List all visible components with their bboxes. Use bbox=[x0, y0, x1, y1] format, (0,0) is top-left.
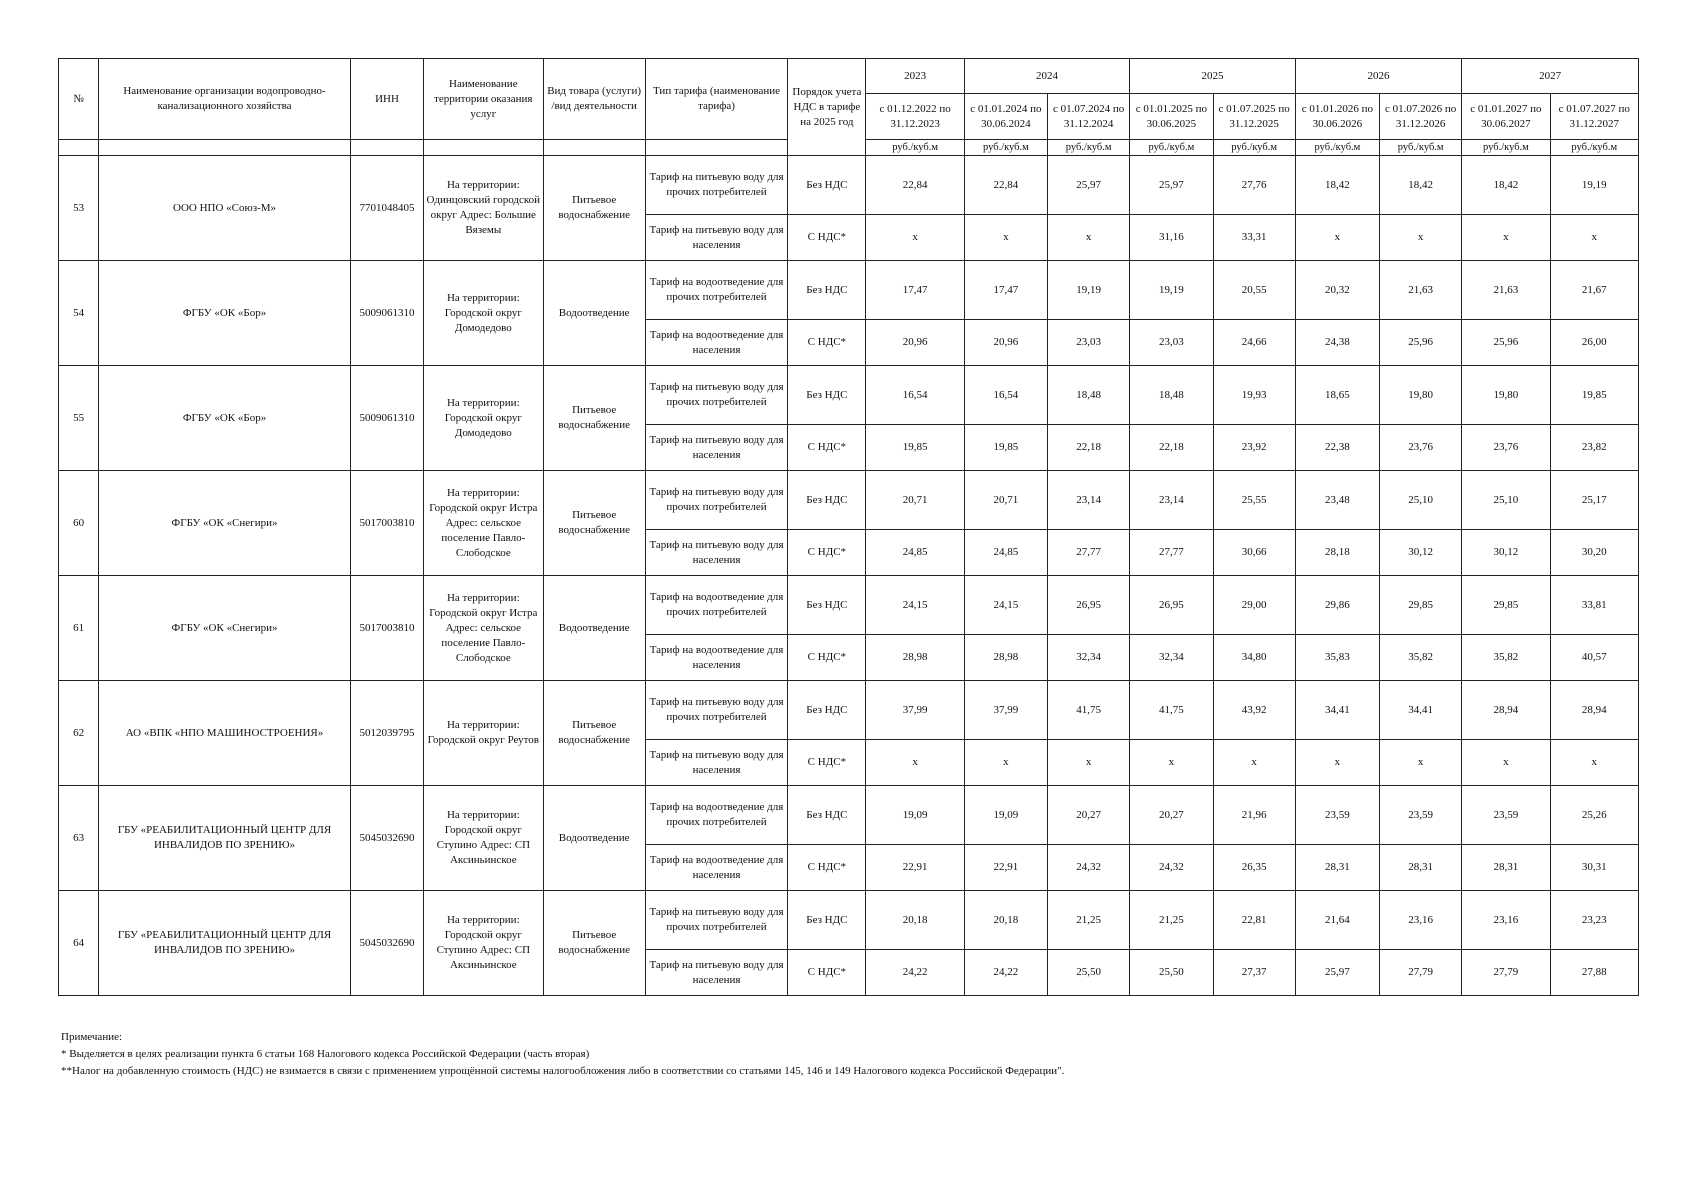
vat-order: С НДС* bbox=[788, 215, 866, 261]
vat-order: С НДС* bbox=[788, 845, 866, 891]
tariff-type: Тариф на водоотведение для прочих потребителей bbox=[645, 261, 787, 320]
row-number: 53 bbox=[59, 156, 99, 261]
row-number: 55 bbox=[59, 366, 99, 471]
tariff-value: х bbox=[866, 740, 964, 786]
tariff-value: 26,95 bbox=[1130, 576, 1213, 635]
tariff-value: 25,55 bbox=[1213, 471, 1295, 530]
tariff-value: 30,12 bbox=[1462, 530, 1550, 576]
year-header: 2026 bbox=[1295, 59, 1462, 94]
tariff-value: 27,88 bbox=[1550, 950, 1638, 996]
table-row bbox=[59, 681, 1639, 740]
territory: На территории: Городской округ Домодедово bbox=[424, 261, 543, 366]
territory: На территории: Городской округ Реутов bbox=[424, 681, 543, 786]
tariff-value: 21,63 bbox=[1380, 261, 1462, 320]
period-header: с 01.01.2025 по 30.06.2025 bbox=[1130, 94, 1213, 140]
tariff-value: 24,15 bbox=[964, 576, 1047, 635]
tariff-value: 21,25 bbox=[1130, 891, 1213, 950]
tariff-value: 20,27 bbox=[1130, 786, 1213, 845]
col-header-service-type: Вид товара (услуги) /вид деятельности bbox=[543, 59, 645, 140]
tariff-value: 23,03 bbox=[1048, 320, 1130, 366]
note-vat-exempt: **Налог на добавленную стоимость (НДС) не взимается в связи с применением упрощённой системы налогообложения либо в соответствии со статьями 145, 146 и 149 Налогового кодекса Российской Федерации". bbox=[61, 1065, 1065, 1077]
vat-order: Без НДС bbox=[788, 156, 866, 215]
inn-value: 5017003810 bbox=[350, 471, 423, 576]
tariff-value: 28,98 bbox=[866, 635, 964, 681]
vat-order: С НДС* bbox=[788, 320, 866, 366]
vat-order: Без НДС bbox=[788, 261, 866, 320]
tariff-value: 21,25 bbox=[1048, 891, 1130, 950]
tariff-value: 23,03 bbox=[1130, 320, 1213, 366]
tariff-value: 27,77 bbox=[1048, 530, 1130, 576]
tariff-value: 28,31 bbox=[1380, 845, 1462, 891]
unit-header: руб./куб.м bbox=[1295, 140, 1379, 156]
tariff-value: 25,96 bbox=[1380, 320, 1462, 366]
row-number: 64 bbox=[59, 891, 99, 996]
service-type: Водоотведение bbox=[543, 786, 645, 891]
tariff-value: 19,19 bbox=[1130, 261, 1213, 320]
tariff-value: 21,63 bbox=[1462, 261, 1550, 320]
tariff-value: 28,18 bbox=[1295, 530, 1379, 576]
tariff-value: 20,18 bbox=[964, 891, 1047, 950]
period-header: с 01.07.2025 по 31.12.2025 bbox=[1213, 94, 1295, 140]
tariff-value: 27,79 bbox=[1462, 950, 1550, 996]
tariff-value: 20,27 bbox=[1048, 786, 1130, 845]
table-row bbox=[59, 261, 1639, 320]
tariff-value: 29,86 bbox=[1295, 576, 1379, 635]
unit-header: руб./куб.м bbox=[1130, 140, 1213, 156]
tariff-value: х bbox=[1380, 740, 1462, 786]
tariff-value: 22,91 bbox=[866, 845, 964, 891]
period-header: с 01.07.2024 по 31.12.2024 bbox=[1048, 94, 1130, 140]
inn-value: 5012039795 bbox=[350, 681, 423, 786]
inn-value: 5009061310 bbox=[350, 261, 423, 366]
tariff-value: х bbox=[1213, 740, 1295, 786]
unit-header: руб./куб.м bbox=[1048, 140, 1130, 156]
territory: На территории: Городской округ Ступино Адрес: СП Аксиньинское bbox=[424, 891, 543, 996]
tariff-type: Тариф на водоотведение для населения bbox=[645, 845, 787, 891]
tariff-value: 30,12 bbox=[1380, 530, 1462, 576]
tariff-type: Тариф на водоотведение для прочих потребителей bbox=[645, 786, 787, 845]
vat-order: С НДС* bbox=[788, 425, 866, 471]
tariff-value: 19,93 bbox=[1213, 366, 1295, 425]
org-name: АО «ВПК «НПО МАШИНОСТРОЕНИЯ» bbox=[99, 681, 351, 786]
tariff-value: 32,34 bbox=[1048, 635, 1130, 681]
tariff-value: х bbox=[1130, 740, 1213, 786]
period-header: с 01.01.2027 по 30.06.2027 bbox=[1462, 94, 1550, 140]
service-type: Питьевое водоснабжение bbox=[543, 156, 645, 261]
tariff-value: 25,10 bbox=[1380, 471, 1462, 530]
tariff-type: Тариф на питьевую воду для населения bbox=[645, 740, 787, 786]
inn-value: 5045032690 bbox=[350, 786, 423, 891]
tariff-value: х bbox=[964, 215, 1047, 261]
territory: На территории: Городской округ Ступино Адрес: СП Аксиньинское bbox=[424, 786, 543, 891]
tariff-value: х bbox=[866, 215, 964, 261]
tariff-value: 19,19 bbox=[1048, 261, 1130, 320]
row-number: 62 bbox=[59, 681, 99, 786]
tariff-value: 25,50 bbox=[1130, 950, 1213, 996]
tariff-value: 37,99 bbox=[964, 681, 1047, 740]
tariff-value: 25,97 bbox=[1130, 156, 1213, 215]
service-type: Питьевое водоснабжение bbox=[543, 891, 645, 996]
tariff-value: 18,48 bbox=[1048, 366, 1130, 425]
tariff-value: 20,96 bbox=[964, 320, 1047, 366]
tariff-value: 18,42 bbox=[1295, 156, 1379, 215]
vat-order: С НДС* bbox=[788, 635, 866, 681]
tariff-value: 18,42 bbox=[1462, 156, 1550, 215]
table-row bbox=[59, 786, 1639, 845]
table-row bbox=[59, 891, 1639, 950]
org-name: ООО НПО «Союз-М» bbox=[99, 156, 351, 261]
org-name: ФГБУ «ОК «Снегири» bbox=[99, 576, 351, 681]
vat-order: Без НДС bbox=[788, 471, 866, 530]
tariff-type: Тариф на водоотведение для населения bbox=[645, 320, 787, 366]
tariff-value: 19,85 bbox=[866, 425, 964, 471]
tariff-value: 28,98 bbox=[964, 635, 1047, 681]
tariff-value: х bbox=[1048, 215, 1130, 261]
tariff-value: 25,17 bbox=[1550, 471, 1638, 530]
tariff-value: 23,92 bbox=[1213, 425, 1295, 471]
row-number: 60 bbox=[59, 471, 99, 576]
year-header: 2023 bbox=[866, 59, 964, 94]
vat-order: Без НДС bbox=[788, 366, 866, 425]
tariff-type: Тариф на питьевую воду для прочих потребителей bbox=[645, 471, 787, 530]
tariff-value: 22,84 bbox=[964, 156, 1047, 215]
tariff-value: 21,67 bbox=[1550, 261, 1638, 320]
tariff-type: Тариф на питьевую воду для прочих потребителей bbox=[645, 156, 787, 215]
tariff-value: х bbox=[1048, 740, 1130, 786]
vat-order: С НДС* bbox=[788, 530, 866, 576]
tariff-type: Тариф на питьевую воду для населения bbox=[645, 530, 787, 576]
tariff-type: Тариф на водоотведение для населения bbox=[645, 635, 787, 681]
vat-order: Без НДС bbox=[788, 681, 866, 740]
tariff-value: 20,71 bbox=[866, 471, 964, 530]
tariff-value: 24,32 bbox=[1130, 845, 1213, 891]
year-header: 2027 bbox=[1462, 59, 1639, 94]
tariff-value: 24,85 bbox=[964, 530, 1047, 576]
table-row bbox=[59, 156, 1639, 215]
tariff-value: 27,77 bbox=[1130, 530, 1213, 576]
tariff-value: 19,85 bbox=[964, 425, 1047, 471]
tariff-value: 24,15 bbox=[866, 576, 964, 635]
tariff-value: 22,81 bbox=[1213, 891, 1295, 950]
tariff-value: 17,47 bbox=[866, 261, 964, 320]
unit-header: руб./куб.м bbox=[866, 140, 964, 156]
unit-header: руб./куб.м bbox=[1550, 140, 1638, 156]
tariff-value: 22,38 bbox=[1295, 425, 1379, 471]
col-header-org: Наименование организации водопроводно-канализационного хозяйства bbox=[99, 59, 351, 140]
col-header-inn: ИНН bbox=[350, 59, 423, 140]
inn-value: 5017003810 bbox=[350, 576, 423, 681]
blank-header-cell bbox=[350, 140, 423, 156]
vat-order: Без НДС bbox=[788, 891, 866, 950]
tariff-value: 27,76 bbox=[1213, 156, 1295, 215]
tariff-value: 25,97 bbox=[1295, 950, 1379, 996]
tariff-value: 23,16 bbox=[1462, 891, 1550, 950]
tariff-value: 24,32 bbox=[1048, 845, 1130, 891]
tariff-value: 28,94 bbox=[1550, 681, 1638, 740]
tariff-value: 21,64 bbox=[1295, 891, 1379, 950]
service-type: Питьевое водоснабжение bbox=[543, 681, 645, 786]
tariff-value: х bbox=[964, 740, 1047, 786]
tariff-value: 19,09 bbox=[866, 786, 964, 845]
tariff-value: 30,20 bbox=[1550, 530, 1638, 576]
tariff-value: х bbox=[1462, 740, 1550, 786]
tariff-value: 23,59 bbox=[1380, 786, 1462, 845]
tariff-value: х bbox=[1550, 740, 1638, 786]
tariff-value: 30,66 bbox=[1213, 530, 1295, 576]
tariff-value: 40,57 bbox=[1550, 635, 1638, 681]
tariff-value: 30,31 bbox=[1550, 845, 1638, 891]
tariff-value: х bbox=[1295, 740, 1379, 786]
row-number: 61 bbox=[59, 576, 99, 681]
tariff-value: 19,19 bbox=[1550, 156, 1638, 215]
tariff-value: 29,85 bbox=[1380, 576, 1462, 635]
vat-order: С НДС* bbox=[788, 950, 866, 996]
tariff-value: 35,82 bbox=[1380, 635, 1462, 681]
year-header: 2024 bbox=[964, 59, 1130, 94]
tariff-value: 43,92 bbox=[1213, 681, 1295, 740]
col-header-vat-order: Порядок учета НДС в тарифе на 2025 год bbox=[788, 59, 866, 156]
tariff-value: 25,96 bbox=[1462, 320, 1550, 366]
tariff-value: 20,18 bbox=[866, 891, 964, 950]
service-type: Водоотведение bbox=[543, 261, 645, 366]
vat-order: С НДС* bbox=[788, 740, 866, 786]
unit-header: руб./куб.м bbox=[1462, 140, 1550, 156]
tariff-value: 23,23 bbox=[1550, 891, 1638, 950]
table-row bbox=[59, 576, 1639, 635]
table-body bbox=[59, 156, 1639, 996]
tariff-value: 25,26 bbox=[1550, 786, 1638, 845]
tariff-value: 26,00 bbox=[1550, 320, 1638, 366]
tariff-value: 26,35 bbox=[1213, 845, 1295, 891]
tariff-value: 33,31 bbox=[1213, 215, 1295, 261]
tariff-type: Тариф на питьевую воду для прочих потребителей bbox=[645, 681, 787, 740]
period-header: с 01.12.2022 по 31.12.2023 bbox=[866, 94, 964, 140]
tariff-value: 23,59 bbox=[1462, 786, 1550, 845]
service-type: Водоотведение bbox=[543, 576, 645, 681]
tariff-value: 17,47 bbox=[964, 261, 1047, 320]
note-vat-allocation: * Выделяется в целях реализации пункта 6 статьи 168 Налогового кодекса Российской Федерации (часть вторая) bbox=[61, 1048, 590, 1060]
tariff-value: 23,82 bbox=[1550, 425, 1638, 471]
table-row bbox=[59, 471, 1639, 530]
tariff-value: 29,00 bbox=[1213, 576, 1295, 635]
tariff-value: 24,22 bbox=[964, 950, 1047, 996]
tariff-value: 16,54 bbox=[964, 366, 1047, 425]
tariff-value: 41,75 bbox=[1130, 681, 1213, 740]
tariff-value: 18,48 bbox=[1130, 366, 1213, 425]
tariff-value: 24,22 bbox=[866, 950, 964, 996]
tariff-value: 20,71 bbox=[964, 471, 1047, 530]
unit-header: руб./куб.м bbox=[964, 140, 1047, 156]
col-header-num: № bbox=[59, 59, 99, 140]
tariff-value: 25,10 bbox=[1462, 471, 1550, 530]
tariff-value: 20,55 bbox=[1213, 261, 1295, 320]
tariff-value: 24,38 bbox=[1295, 320, 1379, 366]
tariff-value: 18,65 bbox=[1295, 366, 1379, 425]
tariff-value: 28,94 bbox=[1462, 681, 1550, 740]
inn-value: 7701048405 bbox=[350, 156, 423, 261]
tariff-value: 25,97 bbox=[1048, 156, 1130, 215]
blank-header-cell bbox=[99, 140, 351, 156]
org-name: ГБУ «РЕАБИЛИТАЦИОННЫЙ ЦЕНТР ДЛЯ ИНВАЛИДОВ ПО ЗРЕНИЮ» bbox=[99, 891, 351, 996]
tariff-value: 23,76 bbox=[1462, 425, 1550, 471]
tariff-value: 24,85 bbox=[866, 530, 964, 576]
tariff-value: 26,95 bbox=[1048, 576, 1130, 635]
tariff-value: 33,81 bbox=[1550, 576, 1638, 635]
tariff-value: 20,96 bbox=[866, 320, 964, 366]
period-header: с 01.07.2027 по 31.12.2027 bbox=[1550, 94, 1638, 140]
tariff-value: 23,14 bbox=[1048, 471, 1130, 530]
tariff-value: 37,99 bbox=[866, 681, 964, 740]
col-header-territory: Наименование территории оказания услуг bbox=[424, 59, 543, 140]
org-name: ФГБУ «ОК «Бор» bbox=[99, 366, 351, 471]
blank-header-cell bbox=[543, 140, 645, 156]
tariff-value: 32,34 bbox=[1130, 635, 1213, 681]
territory: На территории: Городской округ Истра Адрес: сельское поселение Павло-Слободское bbox=[424, 471, 543, 576]
tariff-value: 28,31 bbox=[1295, 845, 1379, 891]
tariff-value: 21,96 bbox=[1213, 786, 1295, 845]
blank-header-cell bbox=[59, 140, 99, 156]
tariff-value: 27,37 bbox=[1213, 950, 1295, 996]
tariff-value: 27,79 bbox=[1380, 950, 1462, 996]
blank-header-cell bbox=[645, 140, 787, 156]
tariff-value: 20,32 bbox=[1295, 261, 1379, 320]
tariff-value: 34,41 bbox=[1380, 681, 1462, 740]
tariff-type: Тариф на питьевую воду для населения bbox=[645, 425, 787, 471]
year-header: 2025 bbox=[1130, 59, 1296, 94]
tariff-value: 23,76 bbox=[1380, 425, 1462, 471]
blank-header-cell bbox=[424, 140, 543, 156]
tariff-type: Тариф на питьевую воду для населения bbox=[645, 950, 787, 996]
tariff-value: 28,31 bbox=[1462, 845, 1550, 891]
tariff-value: 34,41 bbox=[1295, 681, 1379, 740]
inn-value: 5009061310 bbox=[350, 366, 423, 471]
org-name: ФГБУ «ОК «Снегири» bbox=[99, 471, 351, 576]
tariff-value: х bbox=[1550, 215, 1638, 261]
tariff-value: 22,91 bbox=[964, 845, 1047, 891]
period-header: с 01.01.2024 по 30.06.2024 bbox=[964, 94, 1047, 140]
vat-order: Без НДС bbox=[788, 786, 866, 845]
tariff-value: 34,80 bbox=[1213, 635, 1295, 681]
tariff-value: х bbox=[1380, 215, 1462, 261]
tariff-value: 22,18 bbox=[1048, 425, 1130, 471]
tariff-value: 19,80 bbox=[1462, 366, 1550, 425]
row-number: 63 bbox=[59, 786, 99, 891]
tariff-type: Тариф на питьевую воду для прочих потребителей bbox=[645, 891, 787, 950]
tariff-type: Тариф на питьевую воду для прочих потребителей bbox=[645, 366, 787, 425]
tariff-type: Тариф на питьевую воду для населения bbox=[645, 215, 787, 261]
tariff-value: 23,14 bbox=[1130, 471, 1213, 530]
table-header bbox=[59, 59, 1639, 156]
tariff-type: Тариф на водоотведение для прочих потребителей bbox=[645, 576, 787, 635]
unit-header: руб./куб.м bbox=[1213, 140, 1295, 156]
tariff-value: 23,16 bbox=[1380, 891, 1462, 950]
tariff-value: 29,85 bbox=[1462, 576, 1550, 635]
tariff-value: 19,80 bbox=[1380, 366, 1462, 425]
service-type: Питьевое водоснабжение bbox=[543, 471, 645, 576]
tariff-value: 25,50 bbox=[1048, 950, 1130, 996]
tariff-value: 18,42 bbox=[1380, 156, 1462, 215]
tariff-value: 19,85 bbox=[1550, 366, 1638, 425]
notes-block bbox=[61, 1029, 1064, 1080]
row-number: 54 bbox=[59, 261, 99, 366]
tariff-value: 35,82 bbox=[1462, 635, 1550, 681]
tariff-value: 23,48 bbox=[1295, 471, 1379, 530]
tariff-value: 22,18 bbox=[1130, 425, 1213, 471]
org-name: ФГБУ «ОК «Бор» bbox=[99, 261, 351, 366]
tariff-value: 23,59 bbox=[1295, 786, 1379, 845]
tariff-value: 35,83 bbox=[1295, 635, 1379, 681]
territory: На территории: Городской округ Домодедово bbox=[424, 366, 543, 471]
tariff-value: 41,75 bbox=[1048, 681, 1130, 740]
inn-value: 5045032690 bbox=[350, 891, 423, 996]
notes-title: Примечание: bbox=[61, 1031, 123, 1043]
table-row bbox=[59, 366, 1639, 425]
unit-header: руб./куб.м bbox=[1380, 140, 1462, 156]
tariff-value: 24,66 bbox=[1213, 320, 1295, 366]
service-type: Питьевое водоснабжение bbox=[543, 366, 645, 471]
tariff-value: 22,84 bbox=[866, 156, 964, 215]
org-name: ГБУ «РЕАБИЛИТАЦИОННЫЙ ЦЕНТР ДЛЯ ИНВАЛИДОВ ПО ЗРЕНИЮ» bbox=[99, 786, 351, 891]
tariff-value: х bbox=[1295, 215, 1379, 261]
tariff-value: х bbox=[1462, 215, 1550, 261]
period-header: с 01.07.2026 по 31.12.2026 bbox=[1380, 94, 1462, 140]
vat-order: Без НДС bbox=[788, 576, 866, 635]
col-header-tariff-type: Тип тарифа (наименование тарифа) bbox=[645, 59, 787, 140]
territory: На территории: Городской округ Истра Адрес: сельское поселение Павло-Слободское bbox=[424, 576, 543, 681]
tariff-value: 19,09 bbox=[964, 786, 1047, 845]
period-header: с 01.01.2026 по 30.06.2026 bbox=[1295, 94, 1379, 140]
tariff-value: 16,54 bbox=[866, 366, 964, 425]
territory: На территории: Одинцовский городской округ Адрес: Большие Вяземы bbox=[424, 156, 543, 261]
tariff-value: 31,16 bbox=[1130, 215, 1213, 261]
tariff-table bbox=[58, 58, 1639, 996]
